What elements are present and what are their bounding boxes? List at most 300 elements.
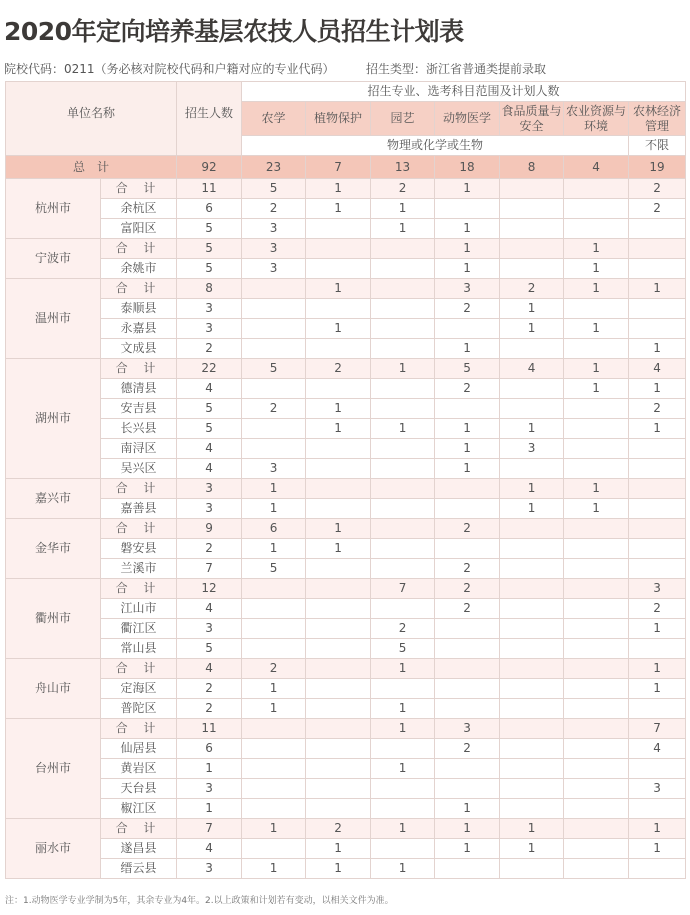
cell-value xyxy=(242,439,306,459)
cell-value xyxy=(306,679,371,699)
cell-value: 1 xyxy=(629,419,686,439)
cell-value xyxy=(629,799,686,819)
table-row xyxy=(6,379,686,399)
cell-value: 1 xyxy=(435,339,500,359)
cell-value xyxy=(306,459,371,479)
cell-value: 3 xyxy=(177,779,242,799)
cell-value xyxy=(629,639,686,659)
cell-value: 2 xyxy=(500,279,564,299)
cell-value: 3 xyxy=(629,779,686,799)
cell-value xyxy=(242,599,306,619)
cell-value xyxy=(564,719,629,739)
cell-value: 11 xyxy=(177,719,242,739)
cell-value xyxy=(500,699,564,719)
cell-value: 1 xyxy=(435,239,500,259)
district-name: 合 计 xyxy=(101,239,177,259)
cell-value xyxy=(564,399,629,419)
cell-value: 3 xyxy=(500,439,564,459)
cell-value: 2 xyxy=(371,619,435,639)
total-value: 92 xyxy=(177,156,242,179)
cell-value xyxy=(435,779,500,799)
cell-value: 1 xyxy=(306,859,371,879)
cell-value: 1 xyxy=(306,419,371,439)
cell-value xyxy=(629,499,686,519)
cell-value: 6 xyxy=(177,739,242,759)
cell-value xyxy=(371,299,435,319)
table-row xyxy=(6,419,686,439)
cell-value xyxy=(629,459,686,479)
cell-value xyxy=(500,619,564,639)
cell-value xyxy=(629,219,686,239)
cell-value: 1 xyxy=(435,459,500,479)
cell-value: 2 xyxy=(435,599,500,619)
cell-value: 7 xyxy=(177,559,242,579)
cell-value: 5 xyxy=(177,399,242,419)
cell-value xyxy=(500,539,564,559)
cell-value xyxy=(242,619,306,639)
cell-value: 1 xyxy=(500,839,564,859)
city-name: 温州市 xyxy=(6,279,101,359)
total-value: 7 xyxy=(306,156,371,179)
cell-value xyxy=(629,479,686,499)
cell-value: 1 xyxy=(306,179,371,199)
cell-value: 1 xyxy=(629,279,686,299)
cell-value: 1 xyxy=(500,819,564,839)
cell-value: 2 xyxy=(242,659,306,679)
cell-value xyxy=(306,619,371,639)
cell-value: 1 xyxy=(564,279,629,299)
district-name: 合 计 xyxy=(101,819,177,839)
cell-value: 2 xyxy=(629,179,686,199)
cell-value xyxy=(500,719,564,739)
district-name: 定海区 xyxy=(101,679,177,699)
cell-value xyxy=(371,459,435,479)
table-row xyxy=(6,679,686,699)
cell-value xyxy=(500,859,564,879)
cell-value xyxy=(242,339,306,359)
cell-value xyxy=(435,399,500,419)
cell-value xyxy=(306,499,371,519)
cell-value: 4 xyxy=(500,359,564,379)
cell-value: 1 xyxy=(177,759,242,779)
cell-value xyxy=(564,759,629,779)
cell-value xyxy=(242,719,306,739)
cell-value xyxy=(629,319,686,339)
cell-value xyxy=(500,679,564,699)
header-count: 招生人数 xyxy=(177,82,242,156)
cell-value: 3 xyxy=(242,219,306,239)
major-header: 农林经济管理 xyxy=(629,102,686,136)
cell-value xyxy=(564,679,629,699)
cell-value: 1 xyxy=(371,699,435,719)
district-name: 兰溪市 xyxy=(101,559,177,579)
cell-value: 1 xyxy=(629,819,686,839)
cell-value: 1 xyxy=(500,299,564,319)
total-label: 总 计 xyxy=(6,156,177,179)
table-row xyxy=(6,699,686,719)
cell-value: 1 xyxy=(306,539,371,559)
district-name: 文成县 xyxy=(101,339,177,359)
cell-value xyxy=(564,559,629,579)
major-header: 农学 xyxy=(242,102,306,136)
district-name: 衢江区 xyxy=(101,619,177,639)
cell-value xyxy=(629,559,686,579)
cell-value: 3 xyxy=(177,499,242,519)
cell-value xyxy=(435,199,500,219)
cell-value: 1 xyxy=(500,479,564,499)
cell-value: 1 xyxy=(306,519,371,539)
cell-value xyxy=(306,339,371,359)
cell-value: 1 xyxy=(435,839,500,859)
cell-value: 8 xyxy=(177,279,242,299)
footnote: 注：1.动物医学专业学制为5年，其余专业为4年。2.以上政策和计划若有变动，以相关文件为准。 xyxy=(5,896,394,906)
table-row xyxy=(6,319,686,339)
cell-value xyxy=(306,559,371,579)
cell-value: 1 xyxy=(371,199,435,219)
city-name: 台州市 xyxy=(6,719,101,819)
cell-value: 2 xyxy=(629,599,686,619)
city-name: 丽水市 xyxy=(6,819,101,879)
cell-value xyxy=(629,699,686,719)
cell-value: 3 xyxy=(177,859,242,879)
cell-value: 2 xyxy=(177,679,242,699)
cell-value xyxy=(306,439,371,459)
cell-value: 1 xyxy=(242,819,306,839)
cell-value xyxy=(435,699,500,719)
cell-value xyxy=(500,799,564,819)
cell-value xyxy=(500,599,564,619)
page-title: 2020年定向培养基层农技人员招生计划表 xyxy=(4,17,464,46)
cell-value xyxy=(564,179,629,199)
cell-value: 3 xyxy=(435,719,500,739)
cell-value: 5 xyxy=(242,179,306,199)
cell-value xyxy=(500,459,564,479)
cell-value: 1 xyxy=(564,479,629,499)
city-name: 金华市 xyxy=(6,519,101,579)
cell-value xyxy=(629,299,686,319)
cell-value xyxy=(371,339,435,359)
cell-value: 2 xyxy=(242,399,306,419)
cell-value: 3 xyxy=(629,579,686,599)
school-code: 院校代码：0211（务必核对院校代码和户籍对应的专业代码） xyxy=(4,62,335,76)
cell-value xyxy=(564,459,629,479)
cell-value: 2 xyxy=(435,379,500,399)
cell-value: 2 xyxy=(435,299,500,319)
cell-value: 3 xyxy=(177,479,242,499)
cell-value xyxy=(500,579,564,599)
cell-value: 2 xyxy=(371,179,435,199)
district-name: 磐安县 xyxy=(101,539,177,559)
cell-value xyxy=(435,539,500,559)
cell-value xyxy=(306,579,371,599)
cell-value xyxy=(500,739,564,759)
cell-value: 3 xyxy=(177,319,242,339)
cell-value xyxy=(371,439,435,459)
cell-value: 1 xyxy=(629,679,686,699)
cell-value: 1 xyxy=(564,379,629,399)
cell-value xyxy=(564,739,629,759)
cell-value: 1 xyxy=(500,419,564,439)
cell-value xyxy=(371,679,435,699)
cell-value: 4 xyxy=(177,459,242,479)
cell-value: 5 xyxy=(177,239,242,259)
district-name: 吴兴区 xyxy=(101,459,177,479)
cell-value xyxy=(500,379,564,399)
cell-value xyxy=(564,339,629,359)
major-header: 园艺 xyxy=(371,102,435,136)
district-name: 合 计 xyxy=(101,179,177,199)
cell-value: 2 xyxy=(177,339,242,359)
cell-value: 1 xyxy=(500,319,564,339)
cell-value: 1 xyxy=(564,239,629,259)
major-header: 动物医学 xyxy=(435,102,500,136)
cell-value: 6 xyxy=(242,519,306,539)
cell-value: 7 xyxy=(629,719,686,739)
cell-value xyxy=(500,259,564,279)
table-row xyxy=(6,399,686,419)
subtotal-row xyxy=(6,239,686,259)
cell-value: 1 xyxy=(435,419,500,439)
cell-value: 3 xyxy=(177,299,242,319)
total-value: 18 xyxy=(435,156,500,179)
cell-value xyxy=(371,479,435,499)
cell-value xyxy=(629,759,686,779)
district-name: 仙居县 xyxy=(101,739,177,759)
cell-value xyxy=(500,339,564,359)
cell-value xyxy=(242,299,306,319)
cell-value xyxy=(564,779,629,799)
cell-value xyxy=(371,599,435,619)
total-value: 4 xyxy=(564,156,629,179)
cell-value xyxy=(371,379,435,399)
cell-value: 1 xyxy=(435,179,500,199)
cell-value: 1 xyxy=(177,799,242,819)
cell-value xyxy=(500,759,564,779)
cell-value xyxy=(242,319,306,339)
subtotal-row xyxy=(6,519,686,539)
cell-value: 1 xyxy=(629,659,686,679)
cell-value xyxy=(564,579,629,599)
cell-value: 5 xyxy=(371,639,435,659)
table-row xyxy=(6,259,686,279)
cell-value xyxy=(242,839,306,859)
district-name: 普陀区 xyxy=(101,699,177,719)
cell-value xyxy=(306,639,371,659)
district-name: 合 计 xyxy=(101,719,177,739)
cell-value xyxy=(371,739,435,759)
cell-value xyxy=(564,599,629,619)
total-value: 23 xyxy=(242,156,306,179)
subject-range-b: 不限 xyxy=(629,136,686,156)
cell-value xyxy=(242,379,306,399)
cell-value xyxy=(371,839,435,859)
header-group: 招生专业、选考科目范围及计划人数 xyxy=(242,82,686,102)
district-name: 合 计 xyxy=(101,519,177,539)
table-row xyxy=(6,839,686,859)
cell-value: 2 xyxy=(435,739,500,759)
cell-value xyxy=(564,439,629,459)
cell-value: 2 xyxy=(306,819,371,839)
cell-value xyxy=(435,859,500,879)
district-name: 泰顺县 xyxy=(101,299,177,319)
cell-value xyxy=(564,199,629,219)
cell-value: 4 xyxy=(177,439,242,459)
cell-value: 1 xyxy=(371,859,435,879)
cell-value xyxy=(306,699,371,719)
cell-value: 3 xyxy=(242,459,306,479)
subtotal-row xyxy=(6,179,686,199)
subtotal-row xyxy=(6,719,686,739)
district-name: 安吉县 xyxy=(101,399,177,419)
cell-value: 1 xyxy=(435,819,500,839)
cell-value: 1 xyxy=(500,499,564,519)
district-name: 椒江区 xyxy=(101,799,177,819)
cell-value: 2 xyxy=(177,699,242,719)
district-name: 德清县 xyxy=(101,379,177,399)
district-name: 余杭区 xyxy=(101,199,177,219)
district-name: 江山市 xyxy=(101,599,177,619)
cell-value: 5 xyxy=(177,219,242,239)
cell-value: 1 xyxy=(629,619,686,639)
cell-value: 6 xyxy=(177,199,242,219)
cell-value xyxy=(371,559,435,579)
cell-value: 4 xyxy=(177,599,242,619)
cell-value xyxy=(242,419,306,439)
cell-value xyxy=(564,859,629,879)
cell-value: 5 xyxy=(242,359,306,379)
table-row xyxy=(6,499,686,519)
district-name: 富阳区 xyxy=(101,219,177,239)
cell-value xyxy=(564,299,629,319)
cell-value xyxy=(306,739,371,759)
cell-value xyxy=(242,279,306,299)
cell-value xyxy=(629,519,686,539)
table-row xyxy=(6,199,686,219)
subtotal-row xyxy=(6,359,686,379)
major-header: 植物保护 xyxy=(306,102,371,136)
cell-value xyxy=(500,639,564,659)
cell-value: 1 xyxy=(435,439,500,459)
cell-value: 1 xyxy=(371,419,435,439)
city-name: 湖州市 xyxy=(6,359,101,479)
city-name: 舟山市 xyxy=(6,659,101,719)
cell-value: 5 xyxy=(435,359,500,379)
cell-value xyxy=(629,239,686,259)
cell-value: 1 xyxy=(242,479,306,499)
cell-value: 1 xyxy=(371,659,435,679)
cell-value xyxy=(306,599,371,619)
cell-value xyxy=(435,479,500,499)
cell-value xyxy=(242,759,306,779)
district-name: 合 计 xyxy=(101,579,177,599)
cell-value xyxy=(242,779,306,799)
table-row xyxy=(6,439,686,459)
city-name: 衢州市 xyxy=(6,579,101,659)
table-row xyxy=(6,599,686,619)
cell-value xyxy=(306,479,371,499)
cell-value xyxy=(500,559,564,579)
cell-value: 22 xyxy=(177,359,242,379)
cell-value: 2 xyxy=(629,399,686,419)
cell-value xyxy=(242,739,306,759)
cell-value xyxy=(500,219,564,239)
table-row xyxy=(6,739,686,759)
cell-value: 3 xyxy=(242,239,306,259)
table-row xyxy=(6,539,686,559)
table-row xyxy=(6,859,686,879)
cell-value xyxy=(371,499,435,519)
cell-value: 7 xyxy=(177,819,242,839)
table-row xyxy=(6,559,686,579)
cell-value: 1 xyxy=(371,819,435,839)
cell-value xyxy=(564,659,629,679)
cell-value: 4 xyxy=(629,739,686,759)
district-name: 永嘉县 xyxy=(101,319,177,339)
major-header: 农业资源与环境 xyxy=(564,102,629,136)
cell-value: 1 xyxy=(306,399,371,419)
cell-value: 1 xyxy=(435,799,500,819)
subtotal-row xyxy=(6,479,686,499)
header-unit: 单位名称 xyxy=(6,82,177,156)
cell-value xyxy=(564,819,629,839)
cell-value xyxy=(500,659,564,679)
cell-value xyxy=(371,799,435,819)
cell-value xyxy=(306,259,371,279)
cell-value: 1 xyxy=(242,539,306,559)
cell-value xyxy=(242,799,306,819)
cell-value: 1 xyxy=(306,199,371,219)
major-header: 食品质量与安全 xyxy=(500,102,564,136)
cell-value: 1 xyxy=(242,859,306,879)
district-name: 合 计 xyxy=(101,659,177,679)
cell-value xyxy=(371,319,435,339)
cell-value: 2 xyxy=(435,579,500,599)
total-value: 13 xyxy=(371,156,435,179)
cell-value: 3 xyxy=(242,259,306,279)
cell-value: 1 xyxy=(629,379,686,399)
cell-value: 1 xyxy=(435,259,500,279)
cell-value xyxy=(242,639,306,659)
cell-value xyxy=(242,579,306,599)
cell-value: 12 xyxy=(177,579,242,599)
cell-value xyxy=(371,399,435,419)
cell-value xyxy=(371,239,435,259)
cell-value: 4 xyxy=(177,379,242,399)
cell-value: 2 xyxy=(435,559,500,579)
cell-value xyxy=(435,639,500,659)
cell-value xyxy=(306,719,371,739)
cell-value xyxy=(629,439,686,459)
subtotal-row xyxy=(6,279,686,299)
cell-value: 1 xyxy=(242,699,306,719)
cell-value: 2 xyxy=(629,199,686,219)
district-name: 合 计 xyxy=(101,479,177,499)
cell-value xyxy=(500,399,564,419)
cell-value xyxy=(306,659,371,679)
cell-value: 1 xyxy=(629,839,686,859)
cell-value xyxy=(306,239,371,259)
cell-value xyxy=(435,679,500,699)
cell-value: 1 xyxy=(371,759,435,779)
cell-value: 2 xyxy=(435,519,500,539)
district-name: 长兴县 xyxy=(101,419,177,439)
table-row xyxy=(6,339,686,359)
table-row xyxy=(6,619,686,639)
cell-value xyxy=(564,619,629,639)
district-name: 遂昌县 xyxy=(101,839,177,859)
cell-value: 3 xyxy=(435,279,500,299)
cell-value: 1 xyxy=(371,719,435,739)
